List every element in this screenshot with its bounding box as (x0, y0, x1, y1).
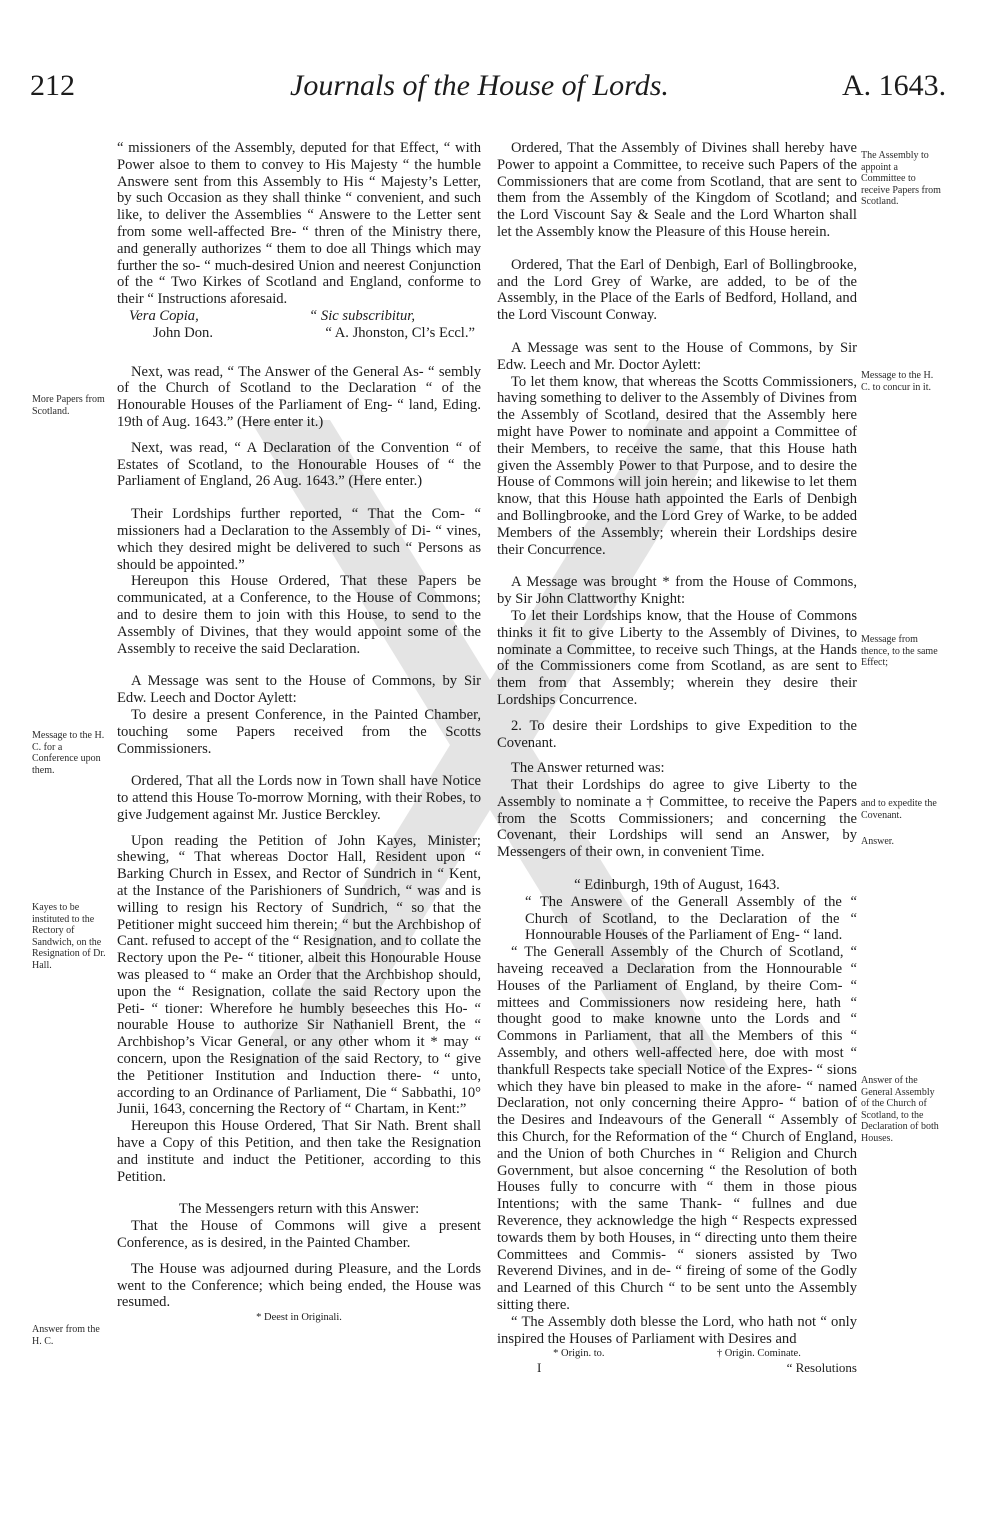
paragraph: Ordered, That the Earl of Denbigh, Earl of Bollingbrooke, and the Lord Grey of Warke, are added, to be of the Assembly, in the Place of the Earls of Bedford, Holland, and the Lord Viscount Conway. (497, 256, 857, 324)
margin-note: Answer from the H. C. (32, 1324, 100, 1347)
signature-row-1 (117, 308, 481, 325)
paragraph: A Message was sent to the House of Commons, by Sir Edw. Leech and Doctor Aylett: (117, 673, 481, 707)
right-column (497, 140, 857, 1375)
left-column (117, 140, 481, 1324)
signature-text: Vera Copia, (129, 307, 199, 324)
catchword: “ Resolutions (786, 1360, 857, 1376)
paragraph: That the House of Commons will give a present Conference, as is desired, in the Painted Chamber. (117, 1218, 481, 1252)
paragraph: Upon reading the Petition of John Kayes, Minister; shewing, “ That whereas Doctor Hall, Resident upon “ Barking Church in Essex, and Rector of Sundrich in “ Kent, at the Instance of the Parishioners of Sundrich, “ was and is willing to resign his Rectory of Sundrich, “ so that the Petitioner might succeed him therein; “ but the Archbishop of Cant. refused to accept of the “ Resignation, and to collate the Rectory upon the Pe- “ titioner, albeit this Honourable House was pleased to “ make an Order that the Archbishop should, upon the “ Resignation, collate the said Rectory upon the Peti- “ tioner: Wherefore he humbly beseeches this Ho- “ nourable House to authorize Sir Nathaniell Brent, the “ Archbishop’s Vicar General, or any other whom it * may “ concern, upon the Resignation of the said Rectory, to “ give the Petitioner Institution and Induction there- “ unto, according to an Ordinance of Parliament, Die “ Sabbathi, 10° Junii, 1643, concerning the Rectory of “ Chartam, in Kent:” (117, 832, 481, 1118)
footnote-row (497, 1347, 857, 1360)
paragraph: Ordered, That the Assembly of Divines shall hereby have Power to appoint a Committee, to receive such Papers of the Commissioners that are come from Scotland, that are sent to them from the Assembly of the Kingdom of Scotland; and the Lord Viscount Say & Seale and the Lord Wharton shall let the Assembly know the Pleasure of this House herein. (497, 140, 857, 240)
margin-note: Message to the H. C. to concur in it. (861, 370, 934, 393)
margin-note: More Papers from Scotland. (32, 394, 105, 417)
paragraph: Next, was read, “ A Declaration of the Convention “ of Estates of Scotland, to the Honourable Houses of “ the Parliament of England, 26 Aug. 1643.” (Here enter.) (117, 439, 481, 490)
margin-note: Answer. (861, 836, 895, 847)
paragraph: Hereupon this House Ordered, That Sir Nath. Brent shall have a Copy of this Petition, and then take the Resignation and institute and induct the Petitioner, according to this Petition. (117, 1118, 481, 1185)
margin-note: The Assembly to appoint a Committee to receive Papers from Scotland. (861, 150, 941, 207)
signature-row-2 (117, 325, 481, 342)
page-number: 212 (30, 69, 75, 102)
margin-note: Message to the H. C. for a Conference upon them. (32, 730, 105, 776)
signature-text: “ A. Jhonston, Cl’s Eccl.” (325, 324, 475, 341)
margin-note: and to expedite the Covenant. (861, 798, 937, 821)
running-year: A. 1643. (842, 69, 947, 102)
paragraph: “ The Assembly doth blesse the Lord, who hath not “ only inspired the Houses of Parliament with Desires and (497, 1313, 857, 1347)
paragraph: “ The Generall Assembly of the Church of Scotland, “ haveing receaved a Declaration from the Honnourable “ Houses of the Parliament of England, by theire Com- “ mittees and Commissioners now resideing here, hath “ thought good to make knowne unto the Lords and “ Commons in Parliament, that all the Members of this “ Assembly, and others well-affected here, doe with most “ thankfull Respects take speciall Notice of the Expres- “ sions which they have bin pleased to make in the afore- “ named Declaration, not only concerning theire Appro- “ bation of the Desires and Indeavours of the Generall “ Assembly of this Church, for the Reformation of the “ Church of England, and the Union of both Churches in “ Religion and Church Government, but alsoe concerning “ the Resolution of both Houses fully to concurre with “ them in those pious Intentions; with the same Thank- “ fullnes and due Reverence, they acknowledge the high “ Respects expressed towards them by both Houses, in “ directing unto them theire Committees and Commis- “ sioners assisted by Two Reverend Divines, and in de- “ fireing of some of the Godly and Learned of this Church “ to be sent unto the Assembly sitting there. (497, 944, 857, 1313)
margin-note: Answer of the General Assembly of the Church of Scotland, to the Declaration of both Houses. (861, 1075, 939, 1144)
footnote-row-2 (497, 1360, 857, 1375)
paragraph: Their Lordships further reported, “ That the Com- “ missioners had a Declaration to the Assembly of Di- “ vines, which they desired might be delivered to such “ Persons as should be appointed.” (117, 506, 481, 573)
footnote: * Origin. to. (553, 1348, 605, 1360)
paragraph: Ordered, That all the Lords now in Town shall have Notice to attend this House To-morrow Morning, with their Robes, to give Judgement against Mr. Justice Berckley. (117, 773, 481, 823)
paragraph: A Message was sent to the House of Commons, by Sir Edw. Leech and Mr. Doctor Aylett: (497, 339, 857, 373)
paragraph: Next, was read, “ The Answer of the General As- “ sembly of the Church of Scotland to the Declaration “ of the Honourable Houses of the Parliament of Eng- “ land, Eding. 19th of Aug. 1643.” (Here enter it.) (117, 363, 481, 430)
paragraph: “ The Answere of the Generall Assembly of the “ Church of Scotland, to the Declaration of the “ Honnourable Houses of the Parliament of Eng- “ land. (525, 893, 857, 944)
paragraph: Hereupon this House Ordered, That these Papers be communicated, at a Conference, to the House of Commons; and to desire them to join with this House, to send to the Assembly of Divines, that they would appoint some of the Assembly to receive the said Declaration. (117, 573, 481, 657)
paragraph: To let their Lordships know, that the House of Commons thinks it fit to give Liberty to the Assembly of Divines, to nominate a Committee, to receive such Things, at the Hands of the Commissioners come from Scotland, as are sent to them from that Assembly; wherein they desire their Lordships Concurrence. (497, 607, 857, 708)
paragraph: “ missioners of the Assembly, deputed for that Effect, “ with Power alsoe to them to convey to His Majesty “ the humble Answere sent from this Assembly to His “ Majesty’s Letter, by such Occasion as they shall thinke “ convenient, and such like, to deliver the Assemblies “ Answere to the Letter sent from some well-affected Bre- “ thren of the Ministry there, and generally authorizes “ them to doe all Things which may further the so- “ much-desired Union and neerest Conjunction of the “ Two Kirkes of Scotland and England, conforme to their “ Instructions aforesaid. (117, 140, 481, 308)
signature-text: “ Sic subscribitur, (309, 307, 415, 324)
paragraph: A Message was brought * from the House of Commons, by Sir John Clattworthy Knight: (497, 574, 857, 608)
margin-note: Kayes to be instituted to the Rectory of Sandwich, on the Resignation of Dr. Hall. (32, 902, 106, 971)
signature-text: John Don. (153, 324, 213, 341)
paragraph: The Answer returned was: (511, 760, 665, 777)
paragraph: To let them know, that whereas the Scotts Commissioners, having something to deliver to the Assembly of Divines from the Assembly of Scotland, desired that the Assembly here might have Power to nominate and appoint a Committee of their Members, to receive the same, that this House hath given the Assembly Power to that Purpose, and to desire the House of Commons will join herein; and likewise to let them know, that this House hath appointed the Earls of Denbigh and Bollingbrooke, and the Lord Grey of Warke, to be added Members of the Assembly; wherein their Lordships desire their Concurrence. (497, 373, 857, 558)
paragraph: The House was adjourned during Pleasure, and the Lords went to the Conference; which being ended, the House was resumed. (117, 1260, 481, 1311)
margin-note: Message from thence, to the same Effect; (861, 634, 938, 668)
paragraph: To desire a present Conference, in the Painted Chamber, touching some Papers received from the Scotts Commissioners. (117, 706, 481, 757)
footnote: † Origin. Cominate. (716, 1348, 801, 1360)
footnote: * Deest in Originali. (256, 1312, 342, 1324)
paragraph: That their Lordships do agree to give Liberty to the Assembly to nominate a † Committee, to receive the Papers from the Scotts Commissioners; and concerning the Covenant, their Lordships will send an Answer, by Messengers of their own, in convenient Time. (497, 777, 857, 861)
running-title: Journals of the House of Lords. (290, 69, 669, 102)
paragraph: 2. To desire their Lordships to give Expedition to the Covenant. (497, 717, 857, 751)
paragraph: The Messengers return with this Answer: (178, 1201, 420, 1218)
paragraph: “ Edinburgh, 19th of August, 1643. (574, 877, 780, 894)
signature-mark: I (537, 1360, 542, 1376)
